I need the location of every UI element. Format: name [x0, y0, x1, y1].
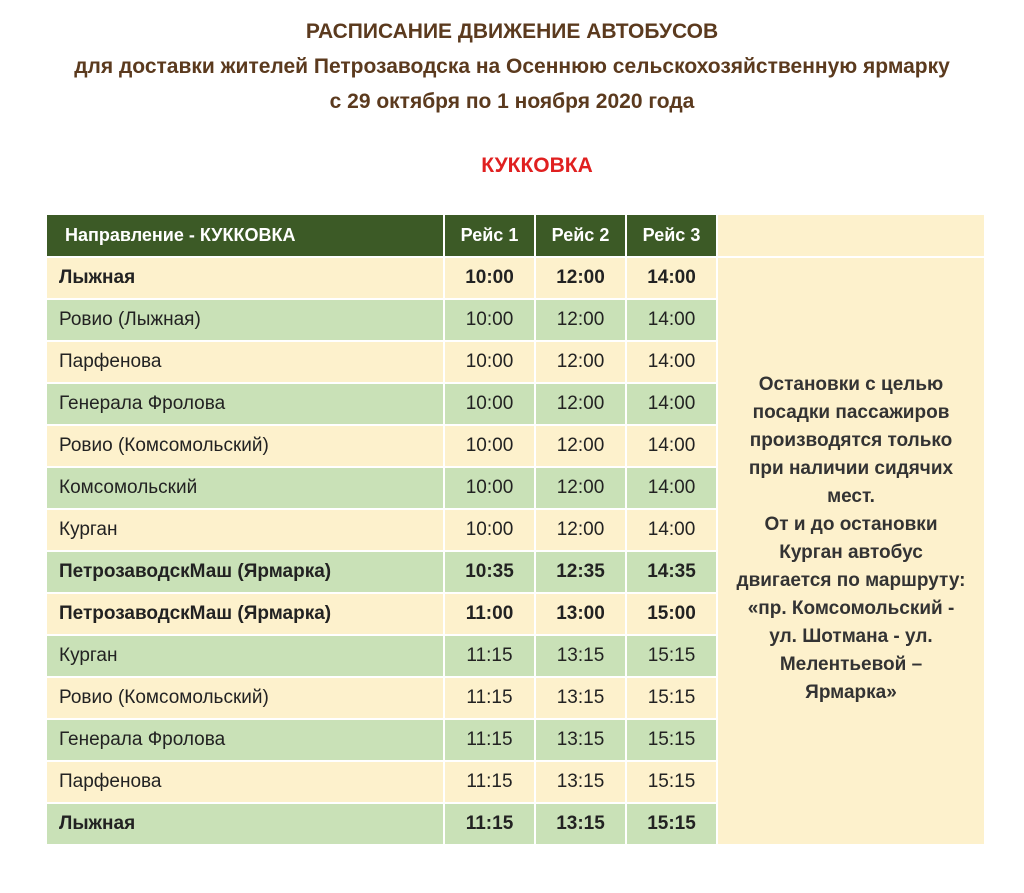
schedule-body [47, 258, 984, 846]
route-note-line: Остановки с целью [758, 374, 944, 395]
route-note-line: двигается по маршруту: [736, 570, 966, 591]
departure-time-trip-1: 10:00 [445, 426, 536, 468]
route-note [718, 258, 984, 846]
departure-time-trip-2: 12:00 [536, 426, 627, 468]
stop-name: Курган [47, 510, 445, 552]
stop-name: ПетрозаводскМаш (Ярмарка) [47, 594, 445, 636]
stop-name: Генерала Фролова [47, 384, 445, 426]
schedule-title: РАСПИСАНИЕ ДВИЖЕНИЕ АВТОБУСОВ [305, 20, 719, 43]
departure-time-trip-3: 14:35 [627, 552, 718, 594]
departure-time-trip-2: 13:15 [536, 678, 627, 720]
departure-time-trip-3: 14:00 [627, 510, 718, 552]
departure-time-trip-2: 12:00 [536, 342, 627, 384]
departure-time-trip-3: 15:15 [627, 720, 718, 762]
departure-time-trip-1: 10:00 [445, 510, 536, 552]
stop-name: Комсомольский [47, 468, 445, 510]
stop-name: Курган [47, 636, 445, 678]
stop-name: Ровио (Комсомольский) [47, 426, 445, 468]
column-header-trip-2: Рейс 2 [536, 215, 627, 258]
departure-time-trip-2: 12:00 [536, 468, 627, 510]
departure-time-trip-2: 12:00 [536, 300, 627, 342]
column-header-direction: Направление - КУККОВКА [47, 215, 445, 258]
schedule-table [47, 215, 984, 846]
departure-time-trip-1: 10:00 [445, 468, 536, 510]
route-note-line: мест. [827, 486, 875, 507]
departure-time-trip-3: 15:00 [627, 594, 718, 636]
departure-time-trip-2: 13:15 [536, 762, 627, 804]
route-note-line: при наличии сидячих [748, 458, 954, 479]
route-note-line: От и до остановки [764, 514, 938, 535]
stop-name: Лыжная [47, 258, 445, 300]
departure-time-trip-1: 10:35 [445, 552, 536, 594]
stop-name: Ровио (Комсомольский) [47, 678, 445, 720]
departure-time-trip-1: 11:15 [445, 762, 536, 804]
schedule-dates: с 29 октября по 1 ноября 2020 года [329, 90, 695, 113]
route-note-line: «пр. Комсомольский - [747, 598, 955, 619]
route-note-line: производятся только [749, 430, 953, 451]
departure-time-trip-3: 15:15 [627, 678, 718, 720]
departure-time-trip-2: 12:00 [536, 258, 627, 300]
departure-time-trip-1: 11:15 [445, 720, 536, 762]
departure-time-trip-1: 11:00 [445, 594, 536, 636]
route-note-line: Ярмарка» [805, 682, 897, 703]
departure-time-trip-2: 13:00 [536, 594, 627, 636]
stop-name: Ровио (Лыжная) [47, 300, 445, 342]
departure-time-trip-3: 14:00 [627, 342, 718, 384]
departure-time-trip-1: 11:15 [445, 804, 536, 846]
departure-time-trip-1: 10:00 [445, 384, 536, 426]
departure-time-trip-3: 15:15 [627, 636, 718, 678]
note-header-spacer [718, 215, 984, 258]
departure-time-trip-2: 13:15 [536, 720, 627, 762]
departure-time-trip-3: 14:00 [627, 426, 718, 468]
stop-name: Парфенова [47, 762, 445, 804]
departure-time-trip-1: 11:15 [445, 678, 536, 720]
departure-time-trip-2: 13:15 [536, 636, 627, 678]
table-row [47, 258, 984, 300]
route-note-line: ул. Шотмана - ул. [769, 626, 933, 647]
stop-name: Парфенова [47, 342, 445, 384]
departure-time-trip-3: 14:00 [627, 258, 718, 300]
departure-time-trip-3: 14:00 [627, 300, 718, 342]
stop-name: Генерала Фролова [47, 720, 445, 762]
departure-time-trip-2: 12:00 [536, 384, 627, 426]
departure-time-trip-1: 10:00 [445, 300, 536, 342]
departure-time-trip-1: 11:15 [445, 636, 536, 678]
route-note-line: посадки пассажиров [752, 402, 950, 423]
stop-name: Лыжная [47, 804, 445, 846]
stop-name: ПетрозаводскМаш (Ярмарка) [47, 552, 445, 594]
column-header-trip-3: Рейс 3 [627, 215, 718, 258]
departure-time-trip-2: 12:35 [536, 552, 627, 594]
departure-time-trip-2: 12:00 [536, 510, 627, 552]
departure-time-trip-3: 14:00 [627, 384, 718, 426]
departure-time-trip-1: 10:00 [445, 258, 536, 300]
column-header-trip-1: Рейс 1 [445, 215, 536, 258]
departure-time-trip-2: 13:15 [536, 804, 627, 846]
table-header-row [47, 215, 984, 258]
route-note-line: Курган автобус [779, 542, 923, 563]
departure-time-trip-3: 14:00 [627, 468, 718, 510]
departure-time-trip-3: 15:15 [627, 762, 718, 804]
schedule-subtitle: для доставки жителей Петрозаводска на Осеннюю сельскохозяйственную ярмарку [74, 55, 950, 78]
route-name: КУККОВКА [481, 154, 593, 177]
departure-time-trip-1: 10:00 [445, 342, 536, 384]
route-note-line: Мелентьевой – [779, 654, 923, 675]
departure-time-trip-3: 15:15 [627, 804, 718, 846]
